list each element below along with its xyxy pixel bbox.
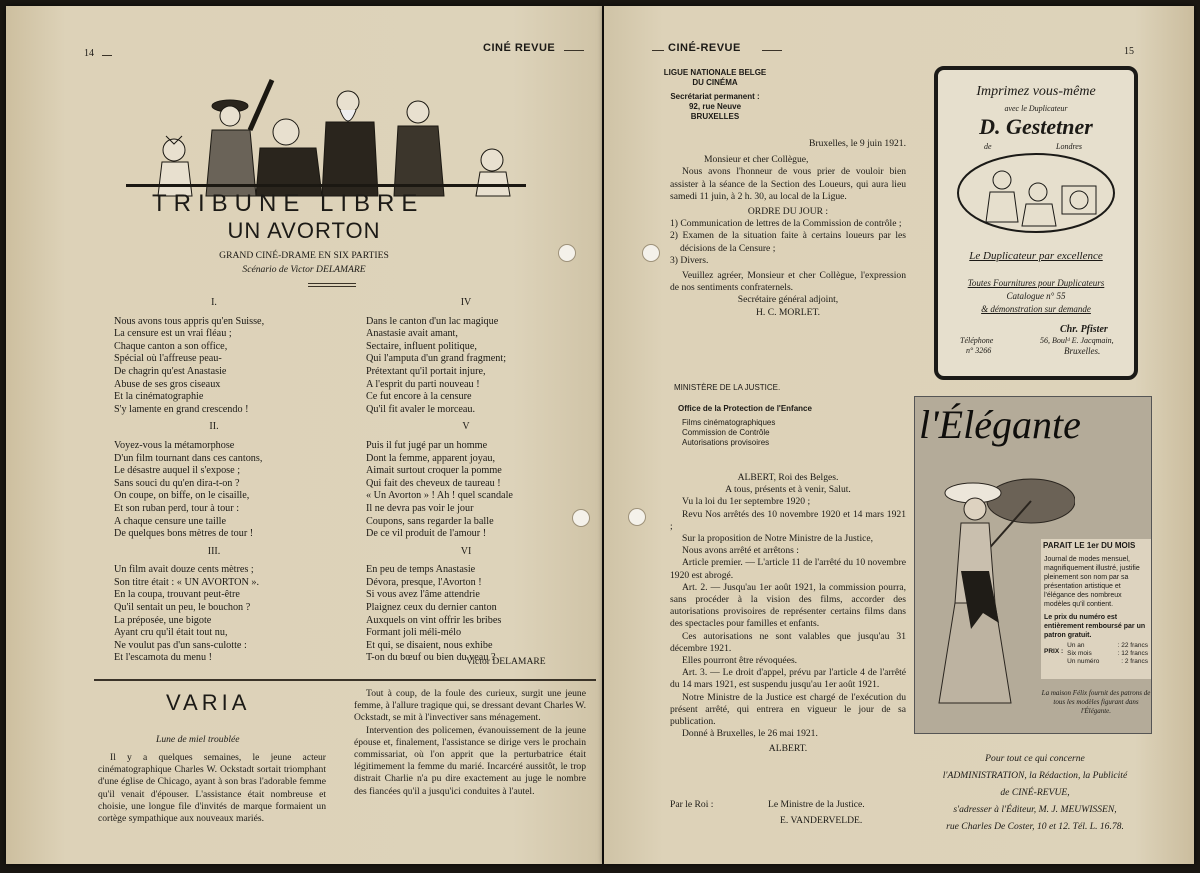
elegante-ad bbox=[914, 396, 1152, 734]
poem-column-right bbox=[366, 292, 566, 665]
secretariat-block bbox=[660, 92, 770, 122]
prix-amount: : 22 francs bbox=[1117, 642, 1148, 649]
letter-closing: Veuillez agréer, Monsieur et cher Collègue, l'expression de nos sentiments confraternels. bbox=[670, 270, 906, 294]
article-subtitle: GRAND CINÉ-DRAME EN SIX PARTIES bbox=[219, 250, 389, 261]
decree-paragraph: Sur la proposition de Notre Ministre de la Justice, bbox=[682, 533, 874, 545]
stanza bbox=[114, 564, 314, 665]
poem-line: Puis il fut jugé par un homme bbox=[366, 439, 488, 451]
poem-line: Dévora, presque, l'Avorton ! bbox=[366, 576, 482, 588]
stanza bbox=[366, 316, 566, 417]
poem-line: Formant joli méli-mélo bbox=[366, 627, 462, 639]
letter-date: Bruxelles, le 9 juin 1921. bbox=[809, 138, 906, 149]
prix-row bbox=[1067, 658, 1148, 666]
ad-londres: Londres bbox=[1056, 142, 1082, 151]
right-page bbox=[604, 6, 1194, 864]
poem-line: S'y lamente en grand crescendo ! bbox=[114, 403, 249, 415]
poem-line: Qui fait des cheveux de taureau ! bbox=[366, 477, 501, 489]
decree-paragraph: Notre Ministre de la Justice est chargé de l'exécution du présent arrêté, qui entrera en vigueur le jour de sa publication. bbox=[670, 691, 906, 728]
admin-line: Pour tout ce qui concerne bbox=[985, 753, 1085, 764]
administration-notice bbox=[904, 750, 1166, 835]
decree-paragraph: Elles pourront être révoquées. bbox=[682, 655, 798, 667]
poem-line: Ayant cru qu'il était tout nu, bbox=[114, 627, 228, 639]
decree-signature: ALBERT. bbox=[768, 743, 808, 755]
elegante-prix-note: Le prix du numéro est entièrement remboursé par un patron gratuit. bbox=[1044, 614, 1146, 639]
office-line: Commission de Contrôle bbox=[682, 428, 770, 437]
prix-period: Un numéro bbox=[1067, 658, 1100, 665]
ad-tagline: Le Duplicateur par excellence bbox=[969, 250, 1103, 262]
poem-line: Ce fut encore à la censure bbox=[366, 391, 472, 403]
admin-line: rue Charles De Coster, 10 et 12. Tél. L. 16.78. bbox=[946, 821, 1124, 832]
ministere-heading: MINISTÈRE DE LA JUSTICE. bbox=[674, 383, 781, 392]
decree-paragraph: Nous avons arrêté et arrêtons : bbox=[682, 545, 799, 557]
signature-title: Secrétaire général adjoint, bbox=[737, 294, 839, 306]
letter-salutation: Monsieur et cher Collègue, bbox=[704, 154, 809, 166]
ordre-list bbox=[670, 218, 906, 267]
varia-column-left bbox=[98, 752, 326, 825]
ad-headline: Imprimez vous-même bbox=[976, 84, 1096, 99]
varia-paragraph-3: Intervention des policemen, évanouissement de la jeune épouse et, finalement, l'assistance se dirige vers le prochain commissariat, où l'on apprit que la perturbatrice était légitimement la femme du marié. Incarcéré aussitôt, le trop distrait Charlie n'a pu dire exactement au juge le nombre des fiancées qu'il a jusqu'ici conduites à l'autel. bbox=[354, 724, 586, 797]
poem-line: Coupons, sans regarder la balle bbox=[366, 515, 494, 527]
elegante-description: Journal de modes mensuel, magnifiquement illustré, justifie pleinement son nom par sa présentation artistique et l'élégance des nombreux modèles qu'il contient. bbox=[1044, 556, 1140, 608]
poem-line: Anastasie avait amant, bbox=[366, 328, 458, 340]
ministre-title: Le Ministre de la Justice. bbox=[768, 799, 865, 810]
poem-line: Et qui, se disaient, nous exhibe bbox=[366, 639, 493, 651]
varia-paragraph-2: Tout à coup, de la foule des curieux, surgit une jeune femme, à l'allure tragique qui, se dressant devant Charles W. Ockstadt, se mit à l'invectiver sans ménagement. bbox=[354, 688, 586, 724]
ligue-line: LIGUE NATIONALE BELGE bbox=[663, 68, 767, 77]
par-le-roi: Par le Roi : bbox=[670, 799, 714, 810]
ligue-letter bbox=[670, 138, 906, 319]
binding-hole bbox=[572, 509, 590, 527]
poem-line: Sans souci du qu'en dira-t-on ? bbox=[114, 477, 240, 489]
left-page bbox=[6, 6, 602, 864]
poem-line: De quelques bons mètres de tour ! bbox=[114, 528, 254, 540]
scenario-credit: Scénario de Victor DELAMARE bbox=[242, 264, 366, 275]
binding-hole bbox=[642, 244, 660, 262]
office-line: Films cinématographiques bbox=[682, 418, 776, 427]
elegante-title: l'Élégante bbox=[919, 402, 1081, 447]
decree-albert: ALBERT, Roi des Belges. bbox=[737, 472, 839, 483]
ad-city: Bruxelles. bbox=[1064, 346, 1101, 356]
poem-line: De chagrin qu'est Anastasie bbox=[114, 365, 227, 377]
prix-period: Six mois bbox=[1067, 650, 1092, 657]
prix-amount: : 12 francs bbox=[1117, 650, 1148, 657]
ad-tel-label: Téléphone bbox=[960, 336, 994, 345]
poem-line: Auxquels on vint offrir les bribes bbox=[366, 614, 502, 626]
poem-line: Nous avons tous appris qu'en Suisse, bbox=[114, 315, 265, 327]
varia-column-right bbox=[354, 688, 586, 798]
varia-subtitle: Lune de miel troublée bbox=[156, 734, 240, 745]
decree-paragraph: Donné à Bruxelles, le 26 mai 1921. bbox=[682, 728, 818, 740]
stanza bbox=[114, 316, 314, 417]
ordre-item: 1) Communication de lettres de la Commission de contrôle ; bbox=[670, 218, 902, 230]
poem-line: On coupe, on biffe, on le cisaille, bbox=[114, 490, 250, 502]
tribune-libre-title: TRIBUNE LIBRE bbox=[152, 190, 425, 217]
decree-paragraphs bbox=[670, 496, 906, 740]
running-header: CINÉ-REVUE bbox=[668, 42, 741, 54]
letter-paragraph: Nous avons l'honneur de vous prier de vouloir bien assister à la séance de la Section des Loueurs, qui aura lieu samedi 11 juin, à 2 h. 30, au local de la Ligue. bbox=[670, 166, 906, 202]
admin-line: s'adresser à l'Éditeur, M. J. MEUWISSEN, bbox=[953, 804, 1117, 815]
ligue-heading bbox=[660, 68, 770, 88]
prix-label: PRIX : bbox=[1044, 648, 1064, 655]
ad-tel-num: n° 3266 bbox=[966, 346, 992, 355]
poem-line: En peu de temps Anastasie bbox=[366, 564, 476, 576]
ad-catalogue: Catalogue n° 55 bbox=[1006, 291, 1066, 301]
elegante-parait: PARAIT LE 1er DU MOIS bbox=[1043, 541, 1136, 550]
stanza-number: III. bbox=[207, 545, 221, 557]
poem-column-left bbox=[114, 292, 314, 665]
stanza-number: II. bbox=[209, 421, 219, 433]
office-heading: Office de la Protection de l'Enfance bbox=[678, 404, 812, 413]
gestetner-ad bbox=[934, 66, 1138, 380]
poem-line: En la coupa, trouvant peut-être bbox=[114, 589, 240, 601]
ad-subline: avec le Duplicateur bbox=[1004, 104, 1068, 113]
admin-line: de CINÉ-REVUE, bbox=[1000, 787, 1070, 798]
tribune-illustration bbox=[126, 70, 526, 202]
prix-rows bbox=[1067, 642, 1148, 666]
decree-paragraph: Revu Nos arrêtés des 10 novembre 1920 et 14 mars 1921 ; bbox=[670, 508, 906, 532]
poem-line: De ce vil produit de l'amour ! bbox=[366, 528, 487, 540]
ad-agent: Chr. Pfister bbox=[1060, 324, 1108, 335]
stanza-number: I. bbox=[211, 297, 217, 308]
ad-address: 56, Boulᵈ E. Jacqmain, bbox=[1040, 336, 1114, 345]
decree-paragraph: Art. 2. — Jusqu'au 1er août 1921, la commission pourra, sans procéder à la vision des films, accorder des autorisations provisoires de représenter certains films dans des spectacles pour familles et enfants. bbox=[670, 581, 906, 630]
poem-line: Dont la femme, apparent joyau, bbox=[366, 452, 495, 464]
poem-line: Ne voulut pas d'un sans-culotte : bbox=[114, 639, 247, 651]
decree-paragraph: Article premier. — L'article 11 de l'arrêté du 10 novembre 1920 est abrogé. bbox=[670, 557, 906, 581]
duplicator-illustration bbox=[956, 152, 1116, 234]
poem-line: Il ne devra pas voir le jour bbox=[366, 502, 474, 514]
prix-row bbox=[1067, 642, 1148, 650]
poem-line: Chaque canton a son office, bbox=[114, 340, 228, 352]
page-number: 14 bbox=[84, 48, 94, 59]
poem-line: Dans le canton d'un lac magique bbox=[366, 315, 499, 327]
poem-line: Le désastre auquel il s'expose ; bbox=[114, 465, 241, 477]
stanza-number: V bbox=[462, 421, 470, 433]
prix-period: Un an bbox=[1067, 642, 1085, 649]
secretariat-line: 92, rue Neuve bbox=[688, 102, 742, 111]
ad-de: de bbox=[984, 142, 992, 151]
poem-line: Et son ruban perd, tour à tour : bbox=[114, 502, 240, 514]
stanza-number: IV bbox=[460, 297, 472, 308]
page-number: 15 bbox=[1124, 46, 1134, 57]
elegante-prix-table bbox=[1041, 642, 1151, 666]
poem-line: Abuse de ses gros ciseaux bbox=[114, 378, 221, 390]
elegante-maison: La maison Félix fournit des patrons de tous les modèles figurant dans l'Élégante. bbox=[1041, 689, 1151, 715]
ordre-item: 2) Examen de la situation faite à certains loueurs par les décisions de la Censure ; bbox=[670, 230, 906, 254]
prix-row bbox=[1067, 650, 1148, 658]
poem-line: Voyez-vous la métamorphose bbox=[114, 439, 235, 451]
ad-fournitures: Toutes Fournitures pour Duplicateurs bbox=[967, 278, 1105, 288]
poem-line: T-on du bœuf ou bien du veau ? bbox=[366, 652, 496, 664]
stanza bbox=[114, 440, 314, 541]
poem-line: Son titre était : « UN AVORTON ». bbox=[114, 576, 260, 588]
poem-line: D'un film tournant dans ces cantons, bbox=[114, 452, 263, 464]
poem-line: A chaque censure une taille bbox=[114, 515, 227, 527]
poem-line: Et l'escamota du menu ! bbox=[114, 652, 213, 664]
poem-line: Sectaire, influent politique, bbox=[366, 340, 477, 352]
binding-hole bbox=[558, 244, 576, 262]
running-header: CINÉ REVUE bbox=[483, 42, 556, 54]
decree-paragraph: Art. 3. — Le droit d'appel, prévu par l'article 4 de l'arrêté du 14 mars 1921, est suspendu jusqu'au 1er août 1921. bbox=[670, 667, 906, 691]
stanza-number: VI bbox=[460, 545, 472, 557]
poem-line: Et la cinématographie bbox=[114, 391, 204, 403]
ad-demo: & démonstration sur demande bbox=[981, 304, 1091, 314]
admin-line: l'ADMINISTRATION, la Rédaction, la Publicité bbox=[942, 770, 1128, 781]
poem-line: Qui l'amputa d'un grand fragment; bbox=[366, 353, 507, 365]
decree-salut: A tous, présents et à venir, Salut. bbox=[725, 484, 851, 496]
prix-amount: : 2 francs bbox=[1121, 658, 1148, 665]
stanza bbox=[366, 564, 566, 665]
poem-line: A l'esprit du parti nouveau ! bbox=[366, 378, 480, 390]
ministre-name: E. VANDERVELDE. bbox=[780, 815, 863, 826]
poem-line: Un film avait douze cents mètres ; bbox=[114, 564, 254, 576]
elegante-info-panel bbox=[1041, 539, 1151, 679]
ad-brand: D. Gestetner bbox=[979, 114, 1093, 139]
office-lines bbox=[682, 418, 775, 448]
ordre-item: 3) Divers. bbox=[670, 254, 709, 266]
poem-line: Qu'il fit avaler le morceau. bbox=[366, 403, 476, 415]
poem-signature: Victor DELAMARE bbox=[466, 656, 546, 667]
article-title: UN AVORTON bbox=[227, 218, 381, 243]
signature-name: H. C. MORLET. bbox=[755, 306, 821, 318]
poem-line: Qu'il sentait un peu, le bouchon ? bbox=[114, 602, 251, 614]
office-line: Autorisations provisoires bbox=[682, 438, 770, 447]
poem-line: La préposée, une bigote bbox=[114, 614, 212, 626]
ligue-line: DU CINÉMA bbox=[692, 78, 738, 87]
poem-line: Si vous avez l'âme attendrie bbox=[366, 589, 480, 601]
poem-line: Aimait surtout croquer la pomme bbox=[366, 465, 502, 477]
secretariat-line: Secrétariat permanent : bbox=[670, 92, 760, 101]
decree-paragraph: Vu la loi du 1er septembre 1920 ; bbox=[682, 496, 811, 508]
poem-line: « Un Avorton » ! Ah ! quel scandale bbox=[366, 490, 513, 502]
decree-paragraph: Ces autorisations ne sont valables que jusqu'au 31 décembre 1921. bbox=[670, 630, 906, 654]
varia-title: VARIA bbox=[166, 690, 251, 715]
royal-decree bbox=[670, 472, 906, 756]
varia-paragraph-1: Il y a quelques semaines, le jeune acteur cinématographique Charles W. Ockstadt sortait triomphant d'une église de Chicago, ayant à son bras l'adorable femme qu'il venait d'épouser. L'assistance était nombreuse et choisie, une longue file d'invités de marque formaient un cortège sympathique aux nouveaux mariés. bbox=[98, 752, 326, 825]
stanza bbox=[366, 440, 566, 541]
secretariat-line: BRUXELLES bbox=[690, 112, 740, 121]
poem-line: Plaignez ceux du dernier canton bbox=[366, 602, 497, 614]
poem-line: Prétextant qu'il portait injure, bbox=[366, 365, 486, 377]
binding-hole bbox=[628, 508, 646, 526]
poem-line: Spécial où l'affreuse peau- bbox=[114, 353, 222, 365]
poem-line: La censure est un vrai fléau ; bbox=[114, 328, 232, 340]
ordre-du-jour: ORDRE DU JOUR : bbox=[747, 206, 829, 218]
